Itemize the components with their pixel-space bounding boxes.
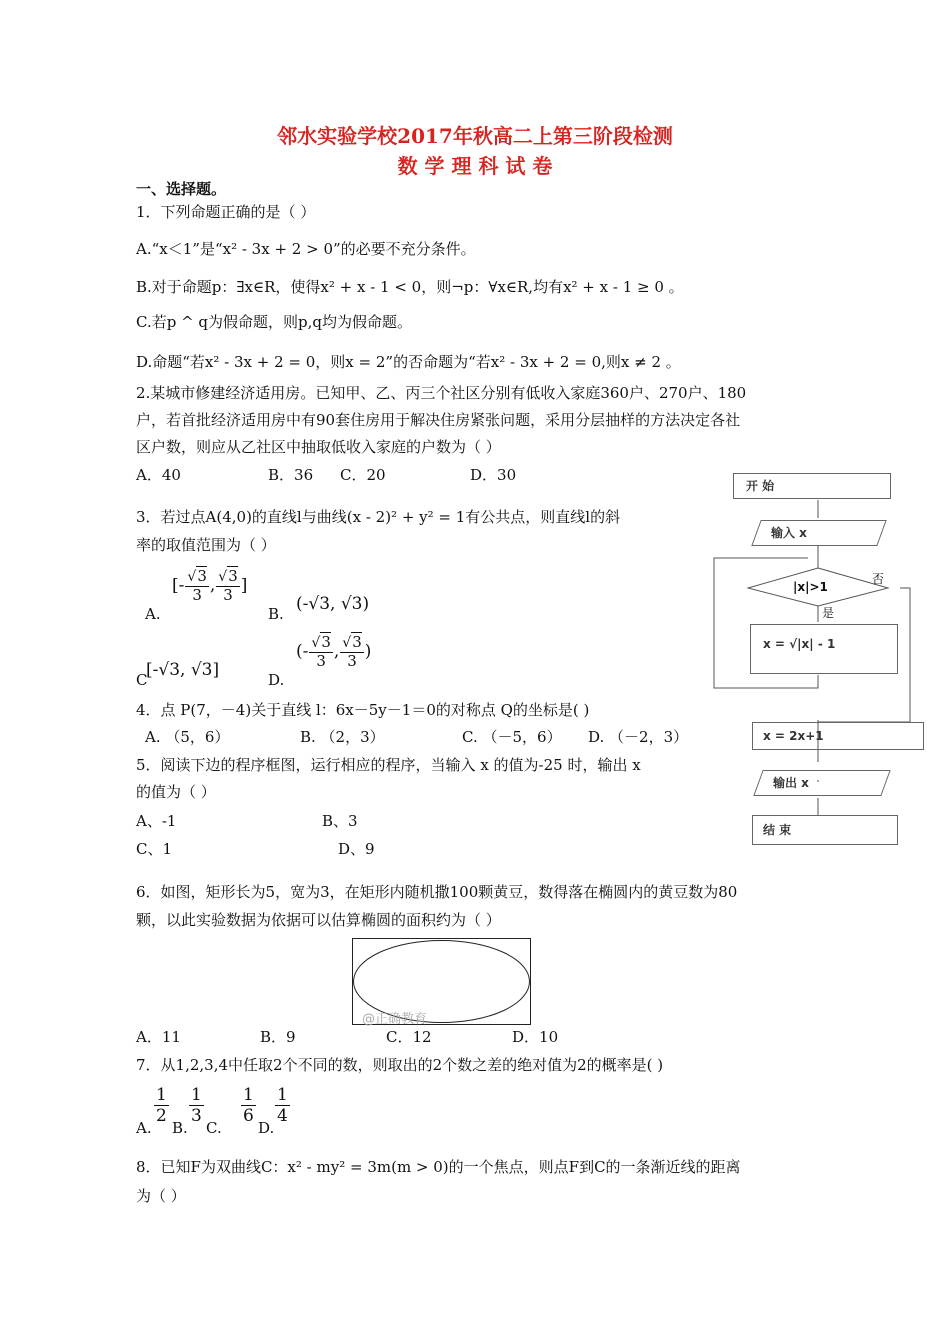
q6-option-d: D．10 [512,1028,559,1046]
q1-option-b: B.对于命题p：∃x∈R，使得x² + x - 1 < 0，则¬p：∀x∈R,均有x² + x - 1 ≥ 0 。 [136,278,684,296]
q7-option-d-frac: $\frac{1}{4}$ [277,1085,288,1126]
q1-option-c: C.若p ^ q为假命题，则p,q均为假命题。 [136,313,412,331]
q6-line1: 6．如图，矩形长为5，宽为3，在矩形内随机撒100颗黄豆，数得落在椭圆内的黄豆数为80 [136,883,738,901]
flowchart-assign1: x = √|x| - 1 [750,624,898,674]
section-heading: 一、选择题。 [136,180,227,198]
q8-line1: 8．已知F为双曲线C：x² - my² = 3m(m > 0)的一个焦点，则点F到C的一条渐近线的距离 [136,1158,741,1176]
flowchart-yes: 是 [822,606,835,620]
q3-line1: 3．若过点A(4,0)的直线l与曲线(x - 2)² + y² = 1有公共点，则直线l的斜 [136,508,621,526]
exam-title: 邻水实验学校2017年秋高二上第三阶段检测 [277,124,673,148]
flowchart-condition: |x|>1 [793,580,828,594]
q7-option-d-label: D. [258,1119,275,1137]
flowchart-end: 结 束 [752,815,898,845]
q7-stem: 7．从1,2,3,4中任取2个不同的数，则取出的2个数之差的绝对值为2的概率是( ) [136,1056,664,1074]
exam-subtitle: 数 学 理 科 试 卷 [397,154,553,178]
q5-option-b: B、3 [322,812,358,830]
q7-option-c-frac: $\frac{1}{6}$ [243,1085,254,1126]
q3-option-b-expr: (-√3, √3) [296,594,370,614]
q7-option-b-label: B. [172,1119,188,1137]
q3-line2: 率的取值范围为（ ） [136,536,276,554]
q3-option-d-expr: (- $\frac{√3}{3}$ , $\frac{√3}{3}$ ) [296,633,372,670]
flowchart-no: 否 [872,572,885,586]
q1-stem: 1．下列命题正确的是（ ） [136,203,316,221]
q6-option-c: C．12 [386,1028,432,1046]
q6-option-b: B．9 [260,1028,296,1046]
q3-option-c-expr: [-√3, √3] [146,660,220,680]
q6-option-a: A．11 [136,1028,181,1046]
q2-line3: 区户数，则应从乙社区中抽取低收入家庭的户数为（ ） [136,438,501,456]
q2-line2: 户，若首批经济适用房中有90套住房用于解决住房紧张问题，采用分层抽样的方法决定各社 [136,411,741,429]
q3-option-d-label: D. [268,671,285,689]
q5-option-a: A、-1 [136,812,177,830]
q4-option-a: A. （5，6） [145,728,230,746]
q1-option-d: D.命题“若x² - 3x + 2 = 0，则x = 2”的否命题为“若x² - 3x + 2 = 0,则x ≠ 2 。 [136,353,681,371]
q4-option-b: B. （2，3） [300,728,385,746]
q6-watermark: @正确教育 [362,1012,428,1027]
q2-line1: 2.某城市修建经济适用房。已知甲、乙、丙三个社区分别有低收入家庭360户、270户、180 [136,384,747,402]
q2-option-b: B．36 [268,466,314,484]
q5-line1: 5．阅读下边的程序框图，运行相应的程序，当输入 x 的值为-25 时，输出 x [136,756,641,774]
flowchart-assign2: x = 2x+1 [752,722,924,750]
q2-option-c: C．20 [340,466,386,484]
q3-option-b-label: B. [268,605,284,623]
q6-line2: 颗，以此实验数据为依据可以估算椭圆的面积约为（ ） [136,911,501,929]
q2-option-a: A．40 [136,466,181,484]
flowchart-output: 输出 x [753,770,890,796]
q5-option-c: C、1 [136,840,173,858]
q5-option-d: D、9 [338,840,375,858]
q4-option-d: D. （－2，3） [588,728,689,746]
q4-stem: 4．点 P(7，－4)关于直线 l：6x－5y－1＝0的对称点 Q的坐标是( ) [136,701,590,719]
flowchart-start: 开 始 [733,473,891,499]
q7-option-b-frac: $\frac{1}{3}$ [191,1085,202,1126]
q7-option-a-frac: $\frac{1}{2}$ [156,1085,167,1126]
q3-option-a-label: A. [145,605,161,623]
q3-option-a-expr: [- $\frac{√3}{3}$ , $\frac{√3}{3}$ ] [172,567,248,604]
q4-option-c: C. （－5，6） [462,728,562,746]
q5-line2: 的值为（ ） [136,783,216,801]
q7-option-c-label: C. [206,1119,222,1137]
q2-option-d: D．30 [470,466,517,484]
q8-line2: 为（ ） [136,1187,186,1205]
q1-option-a: A.“x＜1”是“x² - 3x + 2 > 0”的必要不充分条件。 [136,240,476,258]
q7-option-a-label: A. [136,1119,152,1137]
flowchart-input: 输入 x [751,520,886,546]
q3-option-c-label: C [136,671,148,689]
